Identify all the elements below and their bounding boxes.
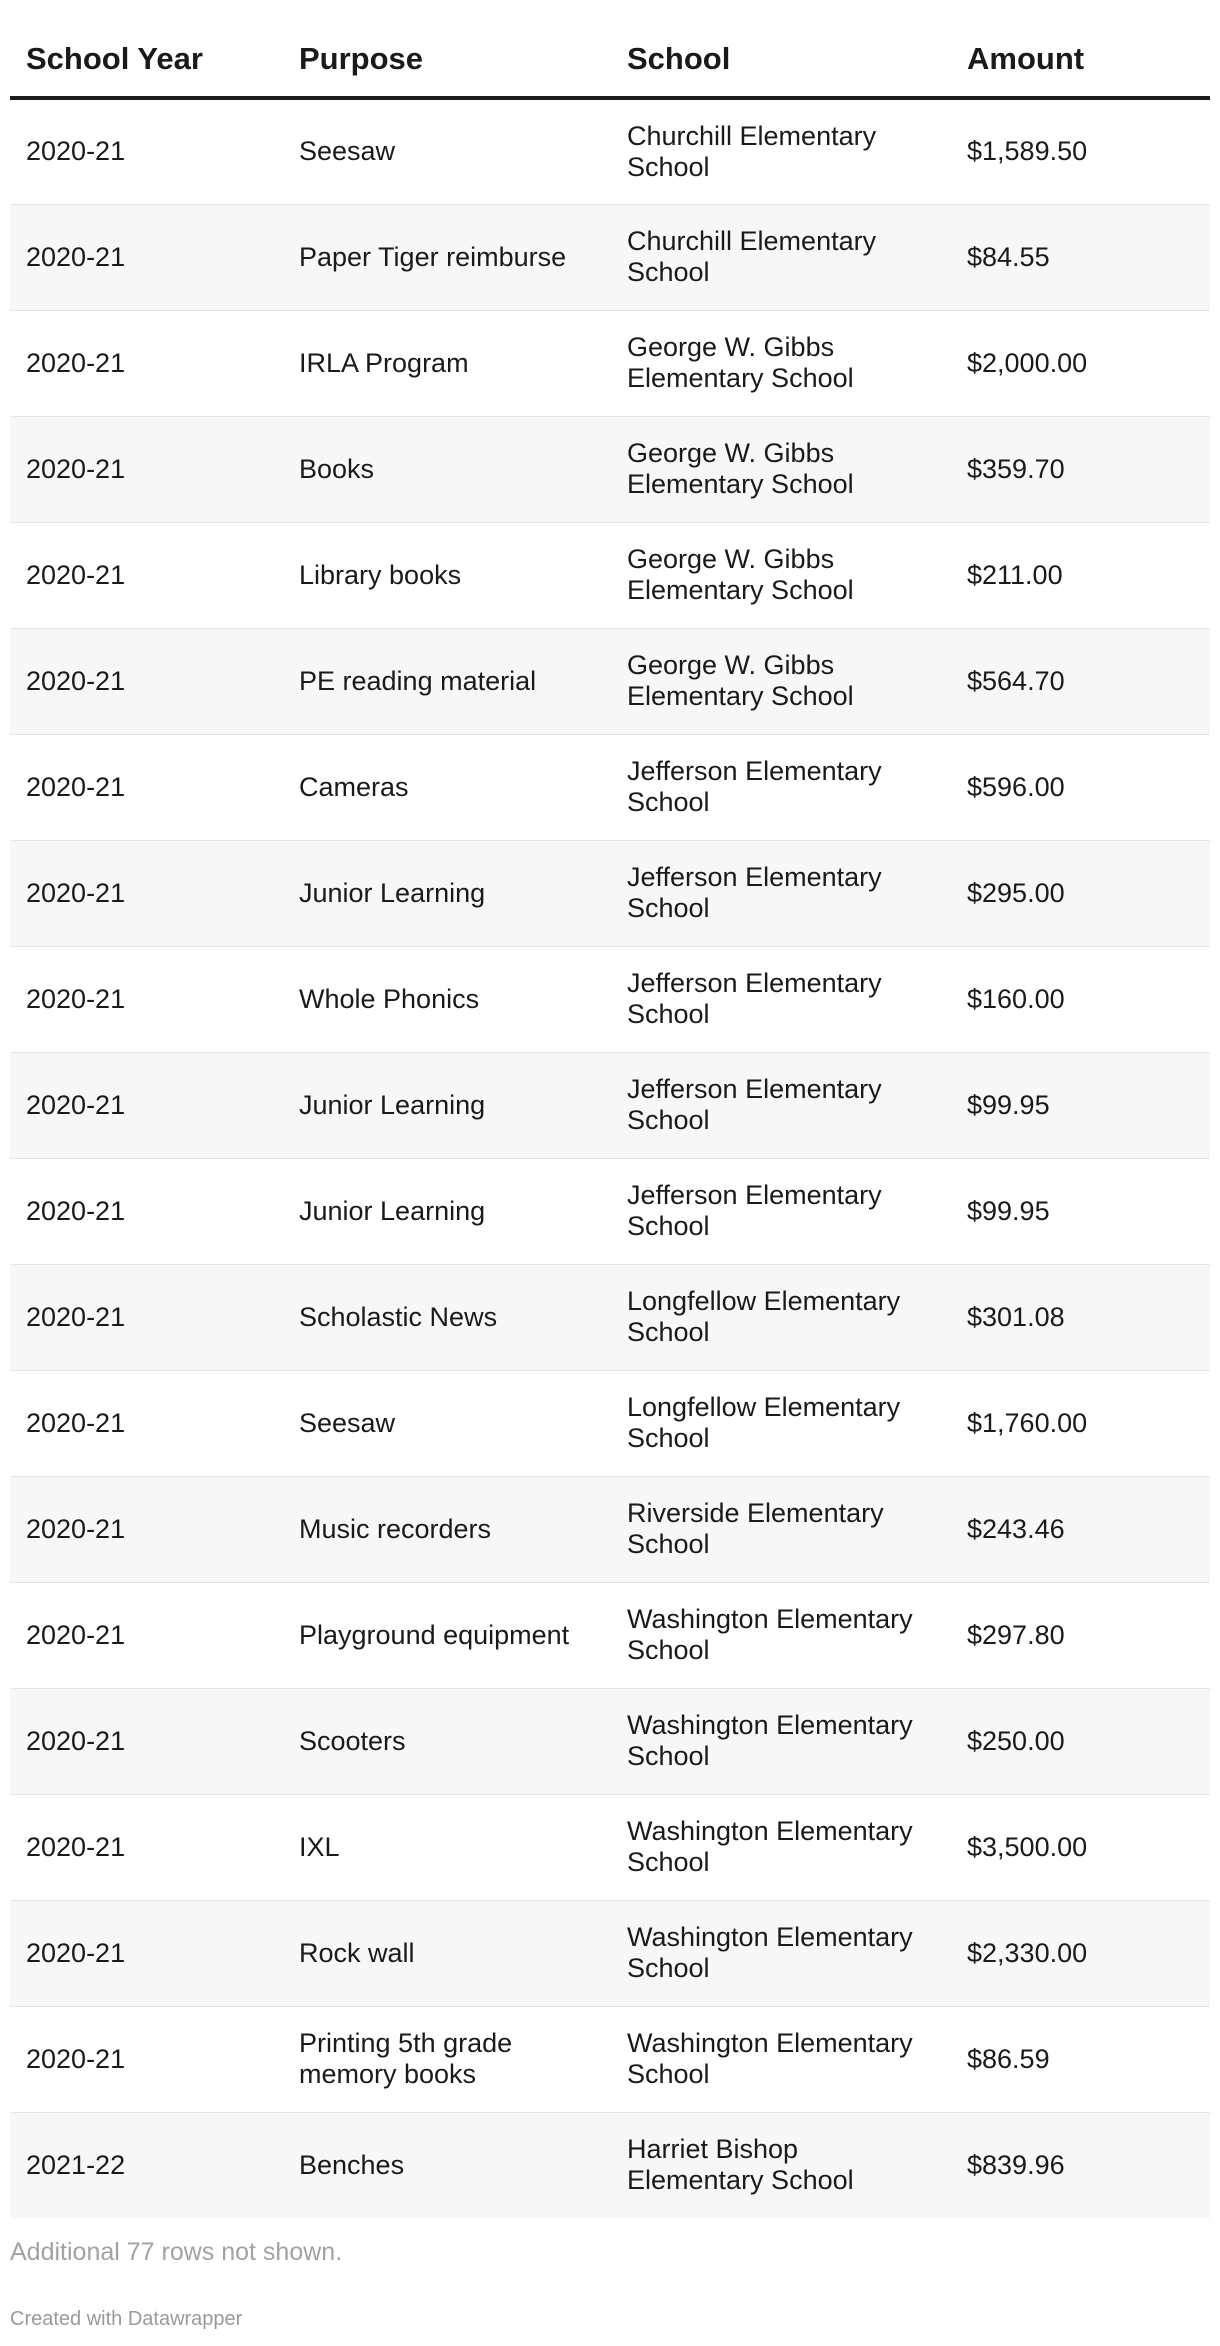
school-year-cell: 2020-21	[10, 98, 283, 204]
school-year-cell: 2020-21	[10, 1052, 283, 1158]
purpose-cell: Seesaw	[283, 1370, 611, 1476]
table-row	[10, 1900, 1210, 2006]
amount-cell: $359.70	[951, 416, 1210, 522]
school-cell: George W. Gibbs Elementary School	[611, 628, 951, 734]
school-year-cell: 2020-21	[10, 1158, 283, 1264]
amount-cell: $99.95	[951, 1052, 1210, 1158]
school-cell: Longfellow Elementary School	[611, 1264, 951, 1370]
school-cell: Jefferson Elementary School	[611, 840, 951, 946]
school-year-cell: 2020-21	[10, 840, 283, 946]
amount-cell: $295.00	[951, 840, 1210, 946]
school-cell: Riverside Elementary School	[611, 1476, 951, 1582]
amount-cell: $596.00	[951, 734, 1210, 840]
school-cell: Harriet Bishop Elementary School	[627, 2134, 854, 2196]
school-cell: George W. Gibbs Elementary School	[611, 416, 951, 522]
school-year-cell: 2020-21	[10, 628, 283, 734]
school-year-cell: 2020-21	[10, 522, 283, 628]
school-cell: Jefferson Elementary School	[611, 1052, 951, 1158]
school-year-cell: 2021-22	[26, 2149, 126, 2180]
purpose-cell: Seesaw	[283, 98, 611, 204]
school-year-cell: 2020-21	[10, 1900, 283, 2006]
table-row	[10, 1688, 1210, 1794]
school-year-cell: 2020-21	[10, 1688, 283, 1794]
purpose-cell: Scooters	[283, 1688, 611, 1794]
amount-cell: $86.59	[951, 2006, 1210, 2112]
column-header-amount[interactable]: Amount	[951, 0, 1210, 98]
table-row	[10, 416, 1210, 522]
amount-cell: $301.08	[951, 1264, 1210, 1370]
purpose-cell: Rock wall	[283, 1900, 611, 2006]
table-header	[10, 0, 1210, 98]
school-year-cell: 2020-21	[10, 946, 283, 1052]
purpose-cell: IRLA Program	[283, 310, 611, 416]
table-row	[10, 1476, 1210, 1582]
table-row	[10, 2112, 1210, 2218]
table-row	[10, 1794, 1210, 1900]
amount-cell: $84.55	[951, 204, 1210, 310]
school-year-cell: 2020-21	[10, 1370, 283, 1476]
table-row	[10, 1264, 1210, 1370]
datawrapper-credit: Created with Datawrapper	[10, 2308, 243, 2330]
school-cell: Washington Elementary School	[611, 1582, 951, 1688]
table-row	[10, 1582, 1210, 1688]
school-year-cell: 2020-21	[10, 734, 283, 840]
amount-cell: $250.00	[951, 1688, 1210, 1794]
school-cell: Washington Elementary School	[611, 1900, 951, 2006]
purpose-cell: PE reading material	[283, 628, 611, 734]
school-year-cell: 2020-21	[10, 1476, 283, 1582]
column-header-school[interactable]: School	[611, 0, 951, 98]
school-cell: George W. Gibbs Elementary School	[611, 522, 951, 628]
purpose-cell: Whole Phonics	[283, 946, 611, 1052]
school-year-cell: 2020-21	[10, 310, 283, 416]
table-body	[10, 98, 1210, 2218]
rows-not-shown-note: Additional 77 rows not shown.	[10, 2238, 343, 2266]
table-row	[10, 98, 1210, 204]
amount-cell: $243.46	[951, 1476, 1210, 1582]
table-row	[10, 840, 1210, 946]
table-row	[10, 2006, 1210, 2112]
school-year-cell: 2020-21	[10, 204, 283, 310]
school-cell: Washington Elementary School	[611, 1794, 951, 1900]
amount-cell: $1,760.00	[951, 1370, 1210, 1476]
table-row	[10, 628, 1210, 734]
school-year-cell: 2020-21	[10, 1794, 283, 1900]
column-header-school-year[interactable]: School Year	[10, 0, 283, 98]
school-cell: Longfellow Elementary School	[611, 1370, 951, 1476]
school-cell: Churchill Elementary School	[611, 98, 951, 204]
header-row	[10, 0, 1210, 98]
table-row	[10, 522, 1210, 628]
purpose-cell: Playground equipment	[283, 1582, 611, 1688]
table-row	[10, 310, 1210, 416]
school-cell: Jefferson Elementary School	[611, 734, 951, 840]
amount-cell: $564.70	[951, 628, 1210, 734]
school-year-cell: 2020-21	[10, 416, 283, 522]
purpose-cell: Scholastic News	[283, 1264, 611, 1370]
school-cell: George W. Gibbs Elementary School	[611, 310, 951, 416]
amount-cell: $1,589.50	[951, 98, 1210, 204]
amount-cell: $2,330.00	[951, 1900, 1210, 2006]
purpose-cell: Junior Learning	[283, 1052, 611, 1158]
purpose-cell: Junior Learning	[283, 840, 611, 946]
amount-cell: $3,500.00	[951, 1794, 1210, 1900]
school-year-cell: 2020-21	[10, 1582, 283, 1688]
table-row	[10, 734, 1210, 840]
school-cell: Jefferson Elementary School	[611, 1158, 951, 1264]
purpose-cell: Library books	[283, 522, 611, 628]
amount-cell: $99.95	[951, 1158, 1210, 1264]
amount-cell: $297.80	[951, 1582, 1210, 1688]
table-row	[10, 1052, 1210, 1158]
amount-cell: $2,000.00	[951, 310, 1210, 416]
purpose-cell: Books	[283, 416, 611, 522]
amount-cell: $160.00	[951, 946, 1210, 1052]
amount-cell: $211.00	[951, 522, 1210, 628]
table-row	[10, 204, 1210, 310]
school-year-cell: 2020-21	[10, 1264, 283, 1370]
amount-cell: $839.96	[967, 2149, 1065, 2180]
school-cell: Jefferson Elementary School	[611, 946, 951, 1052]
purpose-cell: Music recorders	[283, 1476, 611, 1582]
purpose-cell: Junior Learning	[283, 1158, 611, 1264]
purpose-cell: Printing 5th grade memory books	[283, 2006, 611, 2112]
purpose-cell: IXL	[283, 1794, 611, 1900]
funding-table	[10, 0, 1210, 2218]
datawrapper-table-container	[10, 0, 1210, 2218]
school-year-cell: 2020-21	[10, 2006, 283, 2112]
purpose-cell: Cameras	[283, 734, 611, 840]
column-header-purpose[interactable]: Purpose	[283, 0, 611, 98]
table-row	[10, 1158, 1210, 1264]
table-row	[10, 1370, 1210, 1476]
purpose-cell: Benches	[299, 2149, 405, 2180]
school-cell: Churchill Elementary School	[611, 204, 951, 310]
purpose-cell: Paper Tiger reimburse	[283, 204, 611, 310]
school-cell: Washington Elementary School	[611, 1688, 951, 1794]
school-cell: Washington Elementary School	[611, 2006, 951, 2112]
table-row	[10, 946, 1210, 1052]
